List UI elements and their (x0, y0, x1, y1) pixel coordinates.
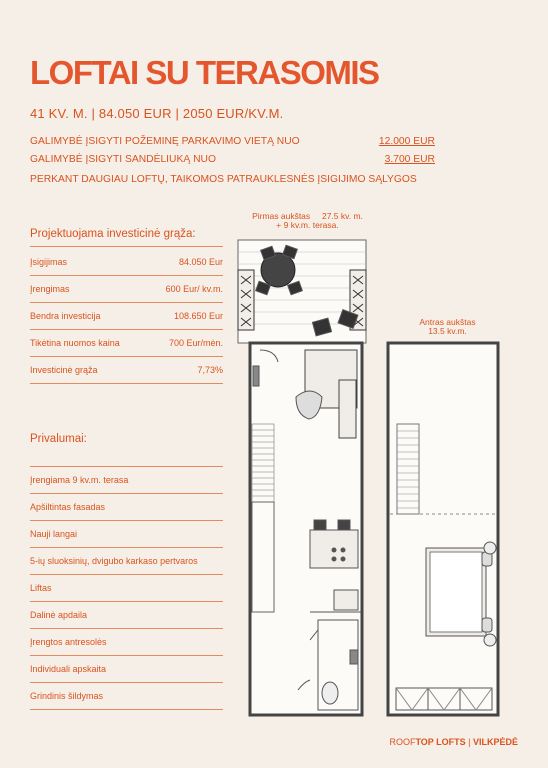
offer-price: 3.700 EUR (384, 154, 435, 165)
summary-line: 41 KV. M. | 84.050 EUR | 2050 EUR/KV.M. (30, 106, 284, 121)
list-item-label: Grindinis šildymas (30, 691, 104, 701)
advantages-title: Privalumai: (30, 433, 87, 445)
row-label: Tikėtina nuomos kaina (30, 338, 120, 348)
offer-label: GALIMYBĖ ĮSIGYTI POŽEMINĘ PARKAVIMO VIETĄ NUO (30, 136, 300, 147)
row-value: 700 Eur/mėn. (168, 338, 223, 348)
investment-title: Projektuojama investicinė grąža: (30, 228, 196, 240)
second-floor-label (400, 318, 495, 336)
list-item-label: Liftas (30, 583, 52, 593)
row-label: Įrengimas (30, 284, 70, 294)
brand-location: VILKPĖDĖ (472, 737, 518, 747)
terrace-area: + 9 kv.m. terasa. (276, 220, 339, 230)
second-floor-area: 13.5 kv.m. (428, 326, 467, 336)
offer-label: GALIMYBĖ ĮSIGYTI SANDĖLIUKĄ NUO (30, 154, 216, 165)
second-floor-title: Antras aukštas (419, 317, 476, 327)
offer-label: PERKANT DAUGIAU LOFTŲ, TAIKOMOS PATRAUKLESNĖS ĮSIGIJIMO SĄLYGOS (30, 174, 417, 185)
list-item-label: Dalinė apdaila (30, 610, 88, 620)
page-title: LOFTAI SU TERASOMIS (30, 54, 379, 91)
list-item-label: Įrengiama 9 kv.m. terasa (30, 475, 129, 485)
list-item-label: Įrengtos antresolės (30, 637, 107, 647)
row-label: Bendra investicija (30, 311, 101, 321)
row-value: 600 Eur/ kv.m. (165, 284, 223, 294)
list-item-label: Individuali apskaita (30, 664, 107, 674)
brand-footer (389, 737, 518, 747)
brand-separator: | (465, 737, 473, 747)
row-label: Investicinė grąža (30, 365, 98, 375)
row-value: 108.650 Eur (173, 311, 223, 321)
first-floor-title: Pirmas aukštas (252, 211, 311, 221)
row-label: Įsigijimas (30, 257, 68, 267)
row-value: 7,73% (197, 365, 223, 375)
row-value: 84.050 Eur (178, 257, 223, 267)
list-item-label: Apšiltintas fasadas (30, 502, 106, 512)
first-floor-label (240, 212, 375, 230)
offer-price: 12.000 EUR (378, 136, 435, 147)
brand-name: TOP LOFTS (415, 737, 466, 747)
first-floor-area: 27.5 kv. m. (321, 211, 363, 221)
list-item-label: 5-ių sluoksinių, dvigubo karkaso pertvaros (30, 556, 198, 566)
list-item-label: Nauji langai (30, 529, 78, 539)
brand-prefix: ROOF (389, 737, 416, 747)
